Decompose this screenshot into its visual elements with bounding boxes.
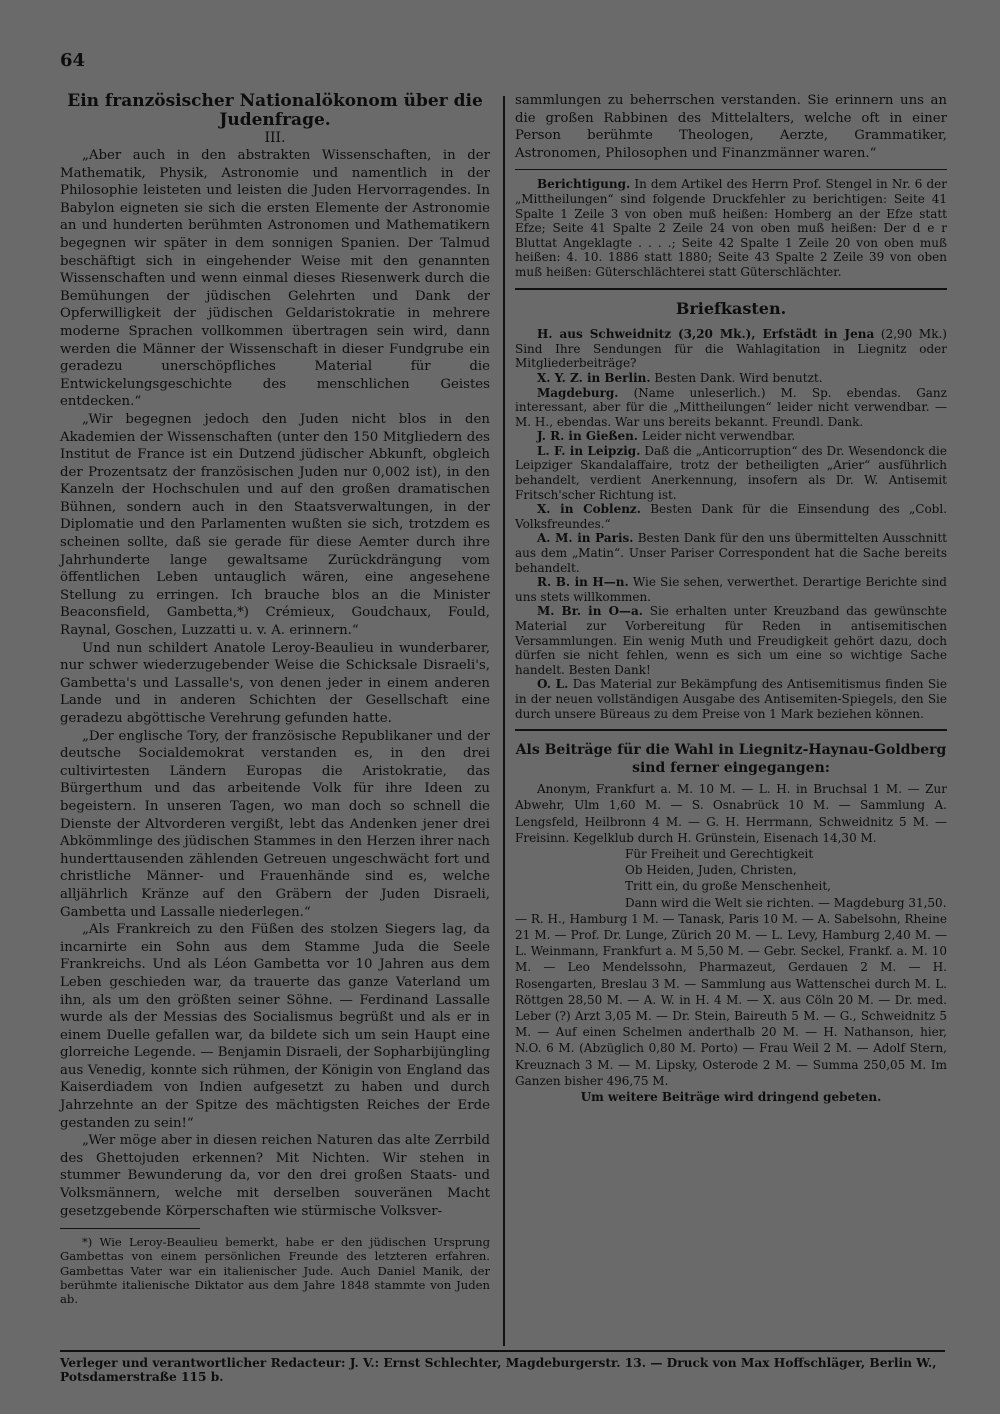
correction-label: Berichtigung. <box>537 177 631 192</box>
briefkasten-entry-text: Leider nicht verwendbar. <box>641 429 796 444</box>
correction <box>515 177 947 279</box>
briefkasten-list <box>515 327 947 721</box>
section-rule <box>515 169 947 170</box>
article-paragraph: „Wer möge aber in diesen reichen Naturen das alte Zerrbild des Ghettojuden erkennen? Mit Nichten. Wir stehen in stummer Bewunderung da, vor den drei großen Staats- und Volksmännern, welche mit derselben souveränen Macht gesetzgebende Körperschaften wie stürmische Volksver- <box>60 1133 490 1219</box>
briefkasten-entry <box>515 604 947 677</box>
briefkasten-entry <box>515 386 947 430</box>
donations-appeal: Um weitere Beiträge wird dringend gebeten. <box>580 1090 882 1105</box>
briefkasten-entry <box>515 502 947 531</box>
briefkasten-entry-text: Wie Sie sehen, verwerthet. Derartige Berichte sind uns stets willkommen. <box>515 575 947 604</box>
briefkasten-entry-text: Besten Dank für die Einsendung des „Cobl. Volksfreundes.“ <box>515 502 948 531</box>
donations-text: — R. H., Hamburg 1 M. — Tanask, Paris 10 M. — A. Sabelsohn, Rheine 21 M. — Prof. Dr. Lunge, Zürich 20 M. — L. Levy, Hamburg 2,40 M. — L. Weinmann, Frankfurt a. M 5,50 M. — Gebr. Seckel, Frankf. a. M. 10 M. — Leo Mendelssohn, Pharmazeut, Gerdauen 2 M. — H. Rosengarten, Breslau 3 M. — Sammlung aus Wattenschei durch M. L. Röttgen 28,50 M. — A. W. in H. 4 M. — X. aus Cöln 20 M. — Dr. med. Leber (?) Arzt 3,05 M. — Dr. Stein, Baireuth 5 M. — G., Schweidnitz 5 M. — Auf einen Schelmen anderthalb 20 M. — H. Nathanson, hier, N.O. 6 M. (Abzüglich 0,80 M. Porto) — Frau Weil 2 M. — Adolf Stern, Kreuznach 3 M. — M. Lipsky, Osterode 2 M. — Summa 250,05 M. Im Ganzen bisher 496,75 M. <box>515 911 947 1088</box>
briefkasten-entry <box>515 429 947 444</box>
briefkasten-entry-text: (Name unleserlich.) M. Sp. ebendas. Ganz interessant, aber für die „Mittheilungen“ leider nicht verwendbar. — M. H., ebendas. War uns bereits bekannt. Freundl. Dank. <box>515 385 947 429</box>
correction-text: In dem Artikel des Herrn Prof. Stengel in Nr. 6 der „Mittheilungen“ sind folgende Druckfehler zu berichtigen: Seite 41 Spalte 1 Zeile 3 von oben muß heißen: Homberg an der Efze statt Efze; Seite 41 Spalte 2 Zeile 24 von oben muß heißen: Der d e r Bluttat Angeklagte . . . .; Seite 42 Spalte 1 Zeile 20 von oben muß heißen: 4. 10. 1886 statt 1880; Seite 43 Spalte 2 Zeile 39 von oben muß heißen: Güterschlächterei statt Güterschlächter. <box>515 177 947 279</box>
briefkasten-entry-lead: J. R. in Gießen. <box>537 429 638 444</box>
briefkasten-entry-text: Sie erhalten unter Kreuzband das gewünschte Material zur Vorbereitung für Reden in antisemitischen Versammlungen. Ein wenig Muth und Freudigkeit gehört dazu, doch dürfen sie nicht fehlen, wenn es sich um eine so wichtige Sache handelt. Besten Dank! <box>515 604 947 677</box>
briefkasten-entry <box>515 531 947 575</box>
verse-line: Ob Heiden, Juden, Christen, <box>625 863 797 878</box>
article-continuation: sammlungen zu beherrschen verstanden. Sie erinnern uns an die großen Rabbinen des Mittelalters, welche oft in einer Person berühmte Theologen, Aerzte, Grammatiker, Astronomen, Philosophen und Finanzmänner waren.“ <box>515 93 947 161</box>
article-paragraph: Und nun schildert Anatole Leroy-Beaulieu in wunderbarer, nur schwer wiederzugebender Weise die Schicksale Disraeli's, Gambetta's und Lassalle's, von denen jeder in einem anderen Lande und in anderen Schichten der Gesellschaft eine geradezu abgöttische Verehrung gefunden hatte. <box>60 640 490 726</box>
briefkasten-entry-lead: X. Y. Z. in Berlin. <box>537 370 651 385</box>
footnote-rule <box>60 1228 200 1229</box>
briefkasten-entry-lead: O. L. <box>537 677 569 692</box>
briefkasten-entry <box>515 677 947 721</box>
briefkasten-entry <box>515 575 947 604</box>
article-paragraph: „Der englische Tory, der französische Republikaner und der deutsche Socialdemokrat verstanden es, in den drei cultivirtesten Ländern Europas die Aristokratie, das Bürgerthum und das arbeitende Volk für ihre Ideen zu begeistern. In unseren Tagen, wo man doch so schnell die Dienste der Altvorderen vergißt, lebt das Andenken jener drei Abkömmlinge des jüdischen Stammes in den Herzen ihrer nach hunderttausenden zählenden Getreuen ungeschwächt fort und christliche Männer- und Frauenhände sind es, welche alljährlich Kränze auf den Gräbern der Juden Disraeli, Gambetta und Lassalle niederlegen.“ <box>60 728 490 920</box>
footnote: *) Wie Leroy-Beaulieu bemerkt, habe er den jüdischen Ursprung Gambettas von einem persönlichen Freunde des letzteren erfahren. Gambettas Vater war ein italienischer Jude. Auch Daniel Manik, der berühmte italienische Diktator aus dem Jahre 1848 stammte von Juden ab. <box>60 1235 490 1307</box>
page-number: 64 <box>60 50 86 71</box>
briefkasten-entry <box>515 327 947 371</box>
briefkasten-entry-text: (2,90 Mk.) Sind Ihre Sendungen für die Wahlagitation in Liegnitz oder Mitgliederbeiträge? <box>515 327 947 371</box>
verse-line: Tritt ein, du große Menschenheit, <box>625 879 831 894</box>
briefkasten-entry-text: Daß die „Anticorruption“ des Dr. Wesendonck die Leipziger Skandalaffaire, trotz der betheiligten „Arier“ ausführlich behandelt, verdient Anerkennung, insofern als Dr. W. Antisemit Fritsch'scher Richtung ist. <box>515 443 947 502</box>
briefkasten-entry-lead: A. M. in Paris. <box>537 531 634 546</box>
briefkasten-heading: Briefkasten. <box>675 298 787 318</box>
section-rule <box>515 288 947 290</box>
verse-line: Für Freiheit und Gerechtigkeit <box>625 846 814 861</box>
article-paragraph: „Wir begegnen jedoch den Juden nicht blos in den Akademien der Wissenschaften (unter den 150 Mitgliedern des Institut de France ist ein Dutzend jüdischer Abkunft, obgleich der Prozentsatz der französischen Juden nur 0,002 ist), in den Kanzeln der Hochschulen und auf den großen dramatischen Bühnen, sondern auch in den Staatsverwaltungen, in der Diplomatie und den Parlamenten wußten sie sich, trotzdem es scheinen sollte, daß sie gerade für diese Aemter durch ihre Jahrhunderte lange gewaltsame Zurückdrängung vom öffentlichen Leben untauglich wären, eine angesehene Stellung zu erringen. Ich brauche blos an die Minister Beaconsfield, Gambetta,*) Crémieux, Goudchaux, Fould, Raynal, Goschen, Luzzatti u. v. A. erinnern.“ <box>60 411 490 639</box>
briefkasten-entry-text: Das Material zur Bekämpfung des Antisemitismus finden Sie in der neuen vollständigen Ausgabe des Antisemiten-Spiegels, den Sie durch unsere Büreaus zu dem Preise von 1 Mark beziehen können. <box>515 677 947 721</box>
donations-verse <box>515 846 947 911</box>
briefkasten-entry-lead: L. F. in Leipzig. <box>537 443 641 458</box>
imprint-footer: Verleger und verantwortlicher Redacteur: J. V.: Ernst Schlechter, Magdeburgerstr. 13. — Druck von Max Hoffschläger, Berlin W., Potsdamerstraße 115 b. <box>60 1350 945 1384</box>
briefkasten-entry-lead: H. aus Schweidnitz (3,20 Mk.), Erfstädt in Jena <box>537 327 875 342</box>
briefkasten-entry-lead: R. B. in H—n. <box>537 575 629 590</box>
section-rule <box>515 729 947 731</box>
donations-text: Anonym, Frankfurt a. M. 10 M. — L. H. in Bruchsal 1 M. — Zur Abwehr, Ulm 1,60 M. — S. Osnabrück 10 M. — Sammlung A. Lengsfeld, Heilbronn 4 M. — G. H. Herrmann, Schweidnitz 5 M. — Freisinn. Kegelklub durch H. Grünstein, Eisenach 14,30 M. <box>515 782 947 845</box>
donations-heading: Als Beiträge für die Wahl in Liegnitz-Haynau-Goldberg sind ferner eingegangen: <box>515 742 947 777</box>
article-paragraph: „Aber auch in den abstrakten Wissenschaften, in der Mathematik, Physik, Astronomie und namentlich in der Philosophie leisteten und leisten die Juden Hervorragendes. In Babylon eigneten sie sich die ersten Elemente der Astronomie an und hunderten berühmten Astronomen und Mathematikern begegnen wir später in dem sonnigen Spanien. Der Talmud beschäftigt sich in eingehender Weise mit den genannten Wissenschaften und wenn einmal dieses Riesenwerk durch die Bemühungen der jüdischen Gelehrten und Dank der Opferwilligkeit der jüdischen Geldaristokratie in mehrere moderne Sprachen vollkommen übertragen sein wird, dann werden die Männer der Wissenschaft in dieser Fundgrube ein geradezu unerschöpfliches Material für die Entwickelungsgeschichte des menschlichen Geistes entdecken.“ <box>60 148 490 410</box>
right-column <box>515 92 947 1105</box>
left-column <box>60 92 490 1306</box>
verse-line: Dann wird die Welt sie richten. — Magdeburg 31,50. <box>625 895 947 910</box>
article-part: III. <box>264 130 286 146</box>
column-divider <box>503 96 505 1346</box>
briefkasten-entry-lead: Magdeburg. <box>537 385 619 400</box>
briefkasten-entry-lead: M. Br. in O—a. <box>537 604 643 619</box>
article-paragraph: „Als Frankreich zu den Füßen des stolzen Siegers lag, da incarnirte ein Sohn aus dem Stamme Juda die Seele Frankreichs. Und als Léon Gambetta vor 10 Jahren aus dem Leben geschieden war, da trauerte das ganze Vaterland um ihn, als um den größten seiner Söhne. — Ferdinand Lassalle wurde als der Messias des Socialismus begrüßt und als er in einem Duelle gefallen war, da bildete sich um sein Haupt eine glorreiche Legende. — Benjamin Disraeli, der Sopharbijüngling aus Venedig, konnte sich rühmen, der Königin von England das Kaiserdiadem von Indien aufgesetzt zu haben und durch Jahrzehnte an der Spitze des mächtigsten Reiches der Erde gestanden zu sein!“ <box>60 922 491 1131</box>
briefkasten-entry <box>515 444 947 502</box>
article-title: Ein französischer Nationalökonom über die Judenfrage. <box>67 91 483 130</box>
briefkasten-entry-lead: X. in Coblenz. <box>537 502 641 517</box>
briefkasten-entry <box>515 371 947 386</box>
briefkasten-entry-text: Besten Dank für den uns übermittelten Ausschnitt aus dem „Matin“. Unser Pariser Correspondent hat die Sache bereits behandelt. <box>515 531 947 575</box>
briefkasten-entry-text: Besten Dank. Wird benutzt. <box>654 370 823 385</box>
